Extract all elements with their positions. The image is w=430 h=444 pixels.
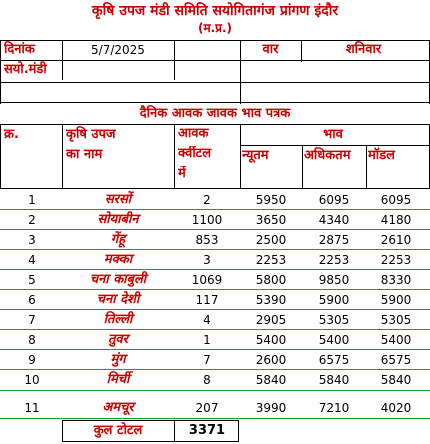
row-arrival: 207 xyxy=(195,401,219,415)
row-commodity: मिर्ची xyxy=(106,372,130,387)
grid-line xyxy=(0,289,430,290)
row-max: 6095 xyxy=(318,193,350,207)
row-commodity: तुवर xyxy=(108,332,128,347)
row-min: 2600 xyxy=(255,353,287,367)
row-max: 9850 xyxy=(318,273,350,287)
row-sr: 7 xyxy=(28,313,36,327)
row-arrival: 7 xyxy=(203,353,211,367)
col-sr: क्र. xyxy=(4,127,19,142)
row-arrival: 3 xyxy=(203,253,211,267)
row-min: 3990 xyxy=(255,401,287,415)
border-line xyxy=(302,145,303,188)
row-sr: 6 xyxy=(28,293,36,307)
row-modal: 8330 xyxy=(380,273,412,287)
row-modal: 2610 xyxy=(380,233,412,247)
border-line xyxy=(240,40,241,104)
border-line xyxy=(174,40,175,80)
row-commodity: मक्का xyxy=(103,252,133,267)
row-min: 2253 xyxy=(255,253,287,267)
row-modal: 6095 xyxy=(380,193,412,207)
row-modal: 4020 xyxy=(380,401,412,415)
border-line xyxy=(62,40,63,80)
col-min: न्यूतम xyxy=(242,148,269,163)
row-min: 2500 xyxy=(255,233,287,247)
border-line xyxy=(62,420,63,442)
page-title: कृषि उपज मंडी समिति सयोगितागंज प्रांगण इंदौर xyxy=(91,3,339,19)
row-commodity: तिल्ली xyxy=(103,312,133,327)
row-sr: 3 xyxy=(28,233,36,247)
row-min: 5950 xyxy=(255,193,287,207)
grid-line xyxy=(0,269,430,270)
row-sr: 8 xyxy=(28,333,36,347)
col-commodity-line1: कृषि उपज xyxy=(66,127,116,142)
row-arrival: 1 xyxy=(203,333,211,347)
grid-line xyxy=(0,390,430,391)
row-sr: 4 xyxy=(28,253,36,267)
date-value: 5/7/2025 xyxy=(91,43,145,57)
row-max: 5305 xyxy=(318,313,350,327)
row-sr: 2 xyxy=(28,213,36,227)
row-commodity: सरसों xyxy=(104,192,132,207)
row-modal: 6575 xyxy=(380,353,412,367)
grid-line xyxy=(0,209,430,210)
border-line xyxy=(301,40,302,62)
row-min: 5400 xyxy=(255,333,287,347)
col-arrival-line1: आवक xyxy=(178,126,209,141)
border-line xyxy=(62,124,63,188)
border-line xyxy=(0,40,430,41)
row-commodity: गेंहू xyxy=(110,232,126,247)
mandi-name: सयो.मंडी xyxy=(4,62,47,77)
border-line xyxy=(238,420,239,442)
row-commodity: चना काबुली xyxy=(89,272,147,287)
row-min: 5800 xyxy=(255,273,287,287)
row-max: 6575 xyxy=(318,353,350,367)
sheet-title: दैनिक आवक जावक भाव पत्रक xyxy=(139,106,291,121)
grid-line xyxy=(0,418,430,419)
row-arrival: 117 xyxy=(195,293,219,307)
col-price: भाव xyxy=(323,127,343,142)
row-sr: 11 xyxy=(24,401,40,415)
row-sr: 1 xyxy=(28,193,36,207)
border-line xyxy=(0,82,430,83)
border-line xyxy=(0,60,430,61)
grid-line xyxy=(0,349,430,350)
col-max: अधिकतम xyxy=(304,148,351,163)
row-arrival: 1100 xyxy=(191,213,223,227)
grid-line xyxy=(0,309,430,310)
border-line xyxy=(240,145,430,146)
total-label: कुल टोटल xyxy=(93,423,143,438)
row-max: 7210 xyxy=(318,401,350,415)
row-arrival: 2 xyxy=(203,193,211,207)
border-line xyxy=(174,420,175,442)
row-arrival: 4 xyxy=(203,313,211,327)
row-commodity: अमचूर xyxy=(102,400,134,415)
row-modal: 4180 xyxy=(380,213,412,227)
total-value: 3371 xyxy=(188,423,226,438)
row-min: 3650 xyxy=(255,213,287,227)
border-line xyxy=(240,124,241,188)
grid-line xyxy=(0,229,430,230)
border-line xyxy=(174,124,175,188)
col-modal: मॉडल xyxy=(368,148,395,163)
row-arrival: 853 xyxy=(195,233,219,247)
border-line xyxy=(0,102,430,103)
border-line xyxy=(62,420,238,421)
col-arrival-line2: क्वींटल xyxy=(178,146,212,161)
row-commodity: चना देशी xyxy=(96,292,140,307)
row-arrival: 1069 xyxy=(191,273,223,287)
border-line xyxy=(0,188,430,189)
row-sr: 5 xyxy=(28,273,36,287)
col-commodity-line2: का नाम xyxy=(66,147,103,162)
grid-line xyxy=(0,369,430,370)
border-line xyxy=(62,441,238,442)
row-min: 5390 xyxy=(255,293,287,307)
row-min: 2905 xyxy=(255,313,287,327)
border-line xyxy=(0,124,430,125)
grid-line xyxy=(0,329,430,330)
row-max: 2253 xyxy=(318,253,350,267)
row-commodity: मुंग xyxy=(110,352,126,367)
row-modal: 2253 xyxy=(380,253,412,267)
row-max: 2875 xyxy=(318,233,350,247)
row-modal: 5305 xyxy=(380,313,412,327)
row-modal: 5900 xyxy=(380,293,412,307)
date-label: दिनांक xyxy=(4,42,35,57)
grid-line xyxy=(0,249,430,250)
row-min: 5840 xyxy=(255,373,287,387)
row-sr: 10 xyxy=(24,373,40,387)
row-sr: 9 xyxy=(28,353,36,367)
border-line xyxy=(366,145,367,188)
row-max: 5840 xyxy=(318,373,350,387)
border-line xyxy=(0,124,1,188)
day-value: शनिवार xyxy=(345,42,382,57)
day-label: वार xyxy=(262,42,279,57)
border-line xyxy=(0,40,1,104)
row-modal: 5400 xyxy=(380,333,412,347)
row-commodity: सोयाबीन xyxy=(97,212,139,227)
row-max: 4340 xyxy=(318,213,350,227)
row-arrival: 8 xyxy=(203,373,211,387)
row-max: 5900 xyxy=(318,293,350,307)
page-subtitle: (म.प्र.) xyxy=(197,21,233,35)
col-arrival-line3: में xyxy=(178,166,186,181)
row-max: 5400 xyxy=(318,333,350,347)
row-modal: 5840 xyxy=(380,373,412,387)
